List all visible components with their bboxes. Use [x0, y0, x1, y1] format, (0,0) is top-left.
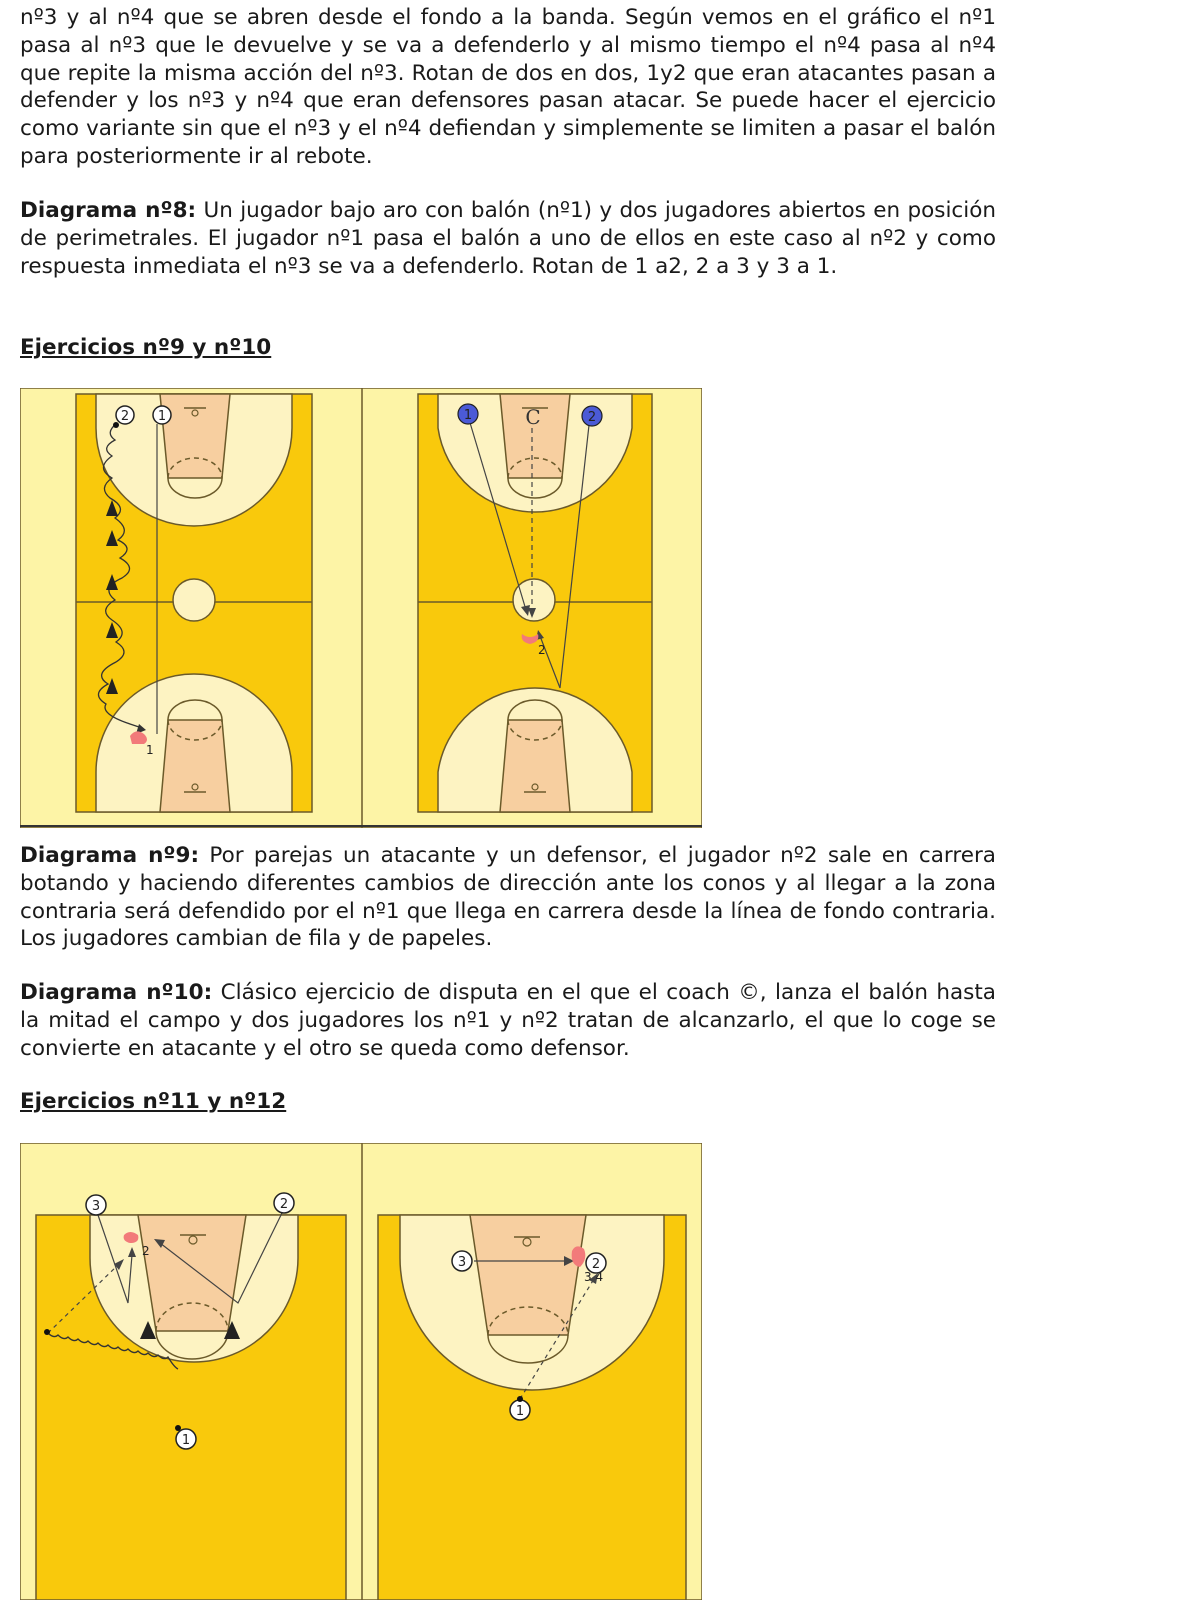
svg-text:1: 1 — [157, 409, 167, 424]
intro-paragraph — [20, 4, 996, 171]
diagram10-title: Diagrama nº10: — [20, 980, 213, 1005]
svg-text:2: 2 — [587, 410, 597, 425]
player-1 — [176, 1429, 196, 1449]
svg-text:1: 1 — [463, 408, 473, 423]
defender-label: 1 — [146, 743, 154, 757]
player-2 — [274, 1193, 294, 1213]
intro-text: nº3 y al nº4 que se abren desde el fondo a la banda. Según vemos en el gráfico el nº1 pasa al nº3 que le devuelve y se va a defenderlo y al mismo tiempo el nº4 pasa al nº4 que repite la misma acción del nº3. Rotan de dos en dos, 1y2 que eran atacantes pasan a defender y los nº3 y nº4 que eran defensores pasan atacar. Se puede hacer el ejercicio como variante sin que el nº3 y el nº4 defiendan y simplemente se limiten a pasar el balón para posteriormente ir al rebote. — [20, 5, 996, 169]
diagram9-title: Diagrama nº9: — [20, 843, 200, 868]
heading-ejercicios-11-12: Ejercicios nº11 y nº12 — [20, 1089, 287, 1114]
diagram8-text: Un jugador bajo aro con balón (nº1) y dos jugadores abiertos en posición de perimetrales. El jugador nº1 pasa el balón a uno de ellos en este caso al nº2 y como respuesta inmediata el nº3 se va a defenderlo. Rotan de 1 a2, 2 a 3 y 3 a 1. — [20, 198, 996, 279]
diagram9-text: Por parejas un atacante y un defensor, el jugador nº2 sale en carrera botando y haciendo diferentes cambios de dirección ante los conos y al llegar a la zona contraria será defendido por el nº1 que llega en carrera desde la línea de fondo contraria. Los jugadores cambian de fila y de papeles. — [20, 843, 996, 952]
player-2 — [582, 406, 602, 426]
player-1 — [510, 1400, 530, 1420]
svg-text:2: 2 — [120, 409, 130, 424]
diagram10-court — [362, 388, 702, 828]
diagram8-paragraph — [20, 197, 996, 280]
diagram8-title: Diagrama nº8: — [20, 198, 197, 223]
svg-text:3: 3 — [457, 1255, 467, 1270]
diagram9-court — [20, 388, 362, 828]
heading-ejercicios-9-10: Ejercicios nº9 y nº10 — [20, 335, 272, 360]
diagram10-text: Clásico ejercicio de disputa en el que el coach ©, lanza el balón hasta la mitad el campo y dos jugadores los nº1 y nº2 tratan de alcanzarlo, el que lo coge se convierte en atacante y el otro se queda como defensor. — [20, 980, 996, 1061]
svg-text:2: 2 — [279, 1197, 289, 1212]
diagram12-court — [362, 1143, 702, 1600]
player-1 — [458, 404, 478, 424]
diagram11-court — [20, 1143, 362, 1600]
diagram10-paragraph — [20, 979, 996, 1062]
player-2 — [116, 406, 134, 424]
defender-label: 2 — [538, 643, 546, 657]
svg-text:1: 1 — [181, 1433, 191, 1448]
diagram9-paragraph — [20, 842, 996, 953]
player-3 — [86, 1195, 106, 1215]
coach-label: C — [525, 405, 541, 429]
defender-label: 3 4 — [584, 1270, 604, 1284]
svg-text:1: 1 — [515, 1404, 525, 1419]
defender-label: 2 — [142, 1244, 150, 1258]
player-3 — [452, 1251, 472, 1271]
svg-text:3: 3 — [91, 1199, 101, 1214]
player-1 — [153, 406, 171, 424]
svg-text:2: 2 — [591, 1257, 601, 1272]
